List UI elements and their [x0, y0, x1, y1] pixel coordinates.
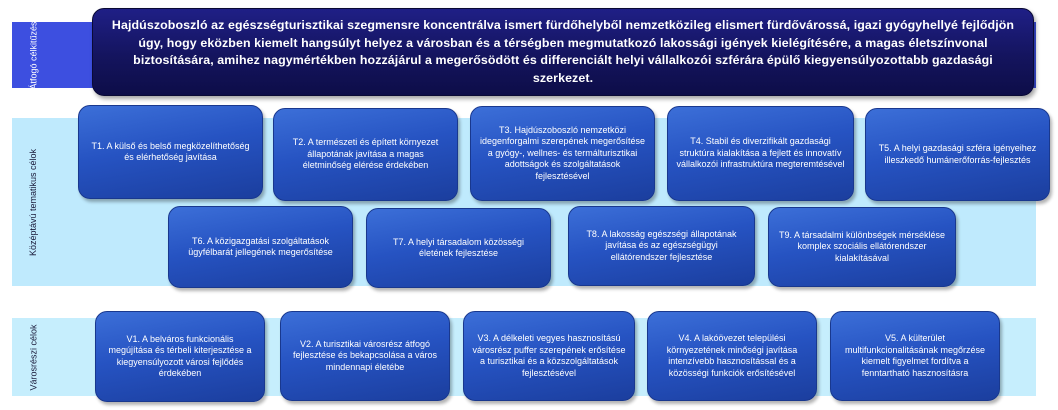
district-goal-v5 [830, 311, 1000, 401]
row-label-thematic-goals-text: Középtávú tematikus célok [28, 148, 39, 256]
district-goal-v5-text: V5. A külterület multifunkcionalitásának megőrzése kiemelt figyelmet fordítva a fenntartható hasznosításra [844, 333, 986, 378]
district-goal-v4-text: V4. A lakóövezet települési környezetének minőségi javítása intenzívebb hasznosítással és a közösségi funkciók erősítésével [666, 333, 798, 378]
thematic-goal-t3-text: T3. Hajdúszoboszló nemzetközi idegenforgalmi szerepének megerősítése a gyógy-, wellnes- és termálturisztikai adottságok és szolgáltatások fejlesztésével [479, 124, 646, 181]
overall-goal-text: Hajdúszoboszló az egészségturisztikai szegmensre koncentrálva ismert fürdőhelyből nemzetközileg elismert fürdővárossá, igazi gyógyhellyé fejlődjön úgy, hogy eközben kiemelt hangsúlyt helyez a városban és a térségben megmutatkozó lakossági igények kielégítésére, a magas életszínvonal biztosítására, amihez nagymértékben hozzájárul a megerősödött és differenciált helyi vállalkozói szférára épülő kiegyensúlyozottabb gazdasági szerkezet. [111, 18, 1015, 85]
thematic-goal-t7-text: T7. A helyi társadalom közösségi életének fejlesztése [392, 236, 525, 258]
thematic-goal-t6-text: T6. A közigazgatási szolgáltatások ügyfélbarát jellegének megerősítése [188, 235, 333, 257]
thematic-goal-t5-text: T5. A helyi gazdasági szféra igényeihez illeszkedő humánerőforrás-fejlesztés [878, 143, 1037, 165]
district-goal-v3 [463, 311, 635, 401]
thematic-goal-t3 [470, 106, 655, 201]
thematic-goal-t5 [865, 108, 1050, 201]
thematic-goal-t6 [168, 206, 353, 288]
thematic-goal-t7 [366, 208, 551, 288]
row-label-overall-goal-text: Átfogó célkitűzés [28, 20, 39, 90]
thematic-goal-t4 [667, 106, 854, 201]
thematic-goal-t8 [568, 206, 755, 286]
district-goal-v1-text: V1. A belváros funkcionális megújítása és térbeli kiterjesztése a kiegyensúlyozott városi fejlődés érdekében [108, 333, 252, 378]
thematic-goal-t1 [78, 105, 263, 199]
thematic-goal-t1-text: T1. A külső és belső megközelíthetőség és elérhetőség javítása [91, 140, 250, 162]
thematic-goal-t8-text: T8. A lakosság egészségi állapotának javítása és az egészségügyi ellátórendszer fejlesztése [586, 228, 737, 262]
thematic-goal-t9-text: T9. A társadalmi különbségek mérséklése komplex szociális ellátórendszer kialakításával [778, 229, 946, 263]
district-goal-v3-text: V3. A délkeleti vegyes hasznosítású városrész puffer szerepének erősítése a turisztikai és a közszolgáltatások fejlesztésével [472, 333, 626, 378]
district-goal-v1 [95, 311, 265, 402]
district-goal-v4 [647, 311, 817, 401]
row-label-overall-goal [12, 22, 56, 88]
thematic-goal-t2 [273, 108, 458, 201]
row-label-district-goals-text: Városrészi célok [28, 323, 39, 391]
row-label-district-goals [12, 318, 56, 396]
thematic-goal-t4-text: T4. Stabil és diverzifikált gazdasági struktúra kialakítása a fejlett és innovatív vállalkozói infrastruktúra megteremtésével [676, 136, 845, 170]
thematic-goal-t2-text: T2. A természeti és épített környezet állapotának javítása a magas életminőség elérése érdekében [292, 137, 439, 171]
overall-goal-box [92, 8, 1034, 96]
row-label-thematic-goals [12, 118, 56, 286]
thematic-goal-t9 [768, 207, 956, 287]
district-goal-v2 [280, 311, 450, 401]
district-goal-v2-text: V2. A turisztikai városrész átfogó fejlesztése és bekapcsolása a város mindennapi életébe [292, 338, 438, 372]
